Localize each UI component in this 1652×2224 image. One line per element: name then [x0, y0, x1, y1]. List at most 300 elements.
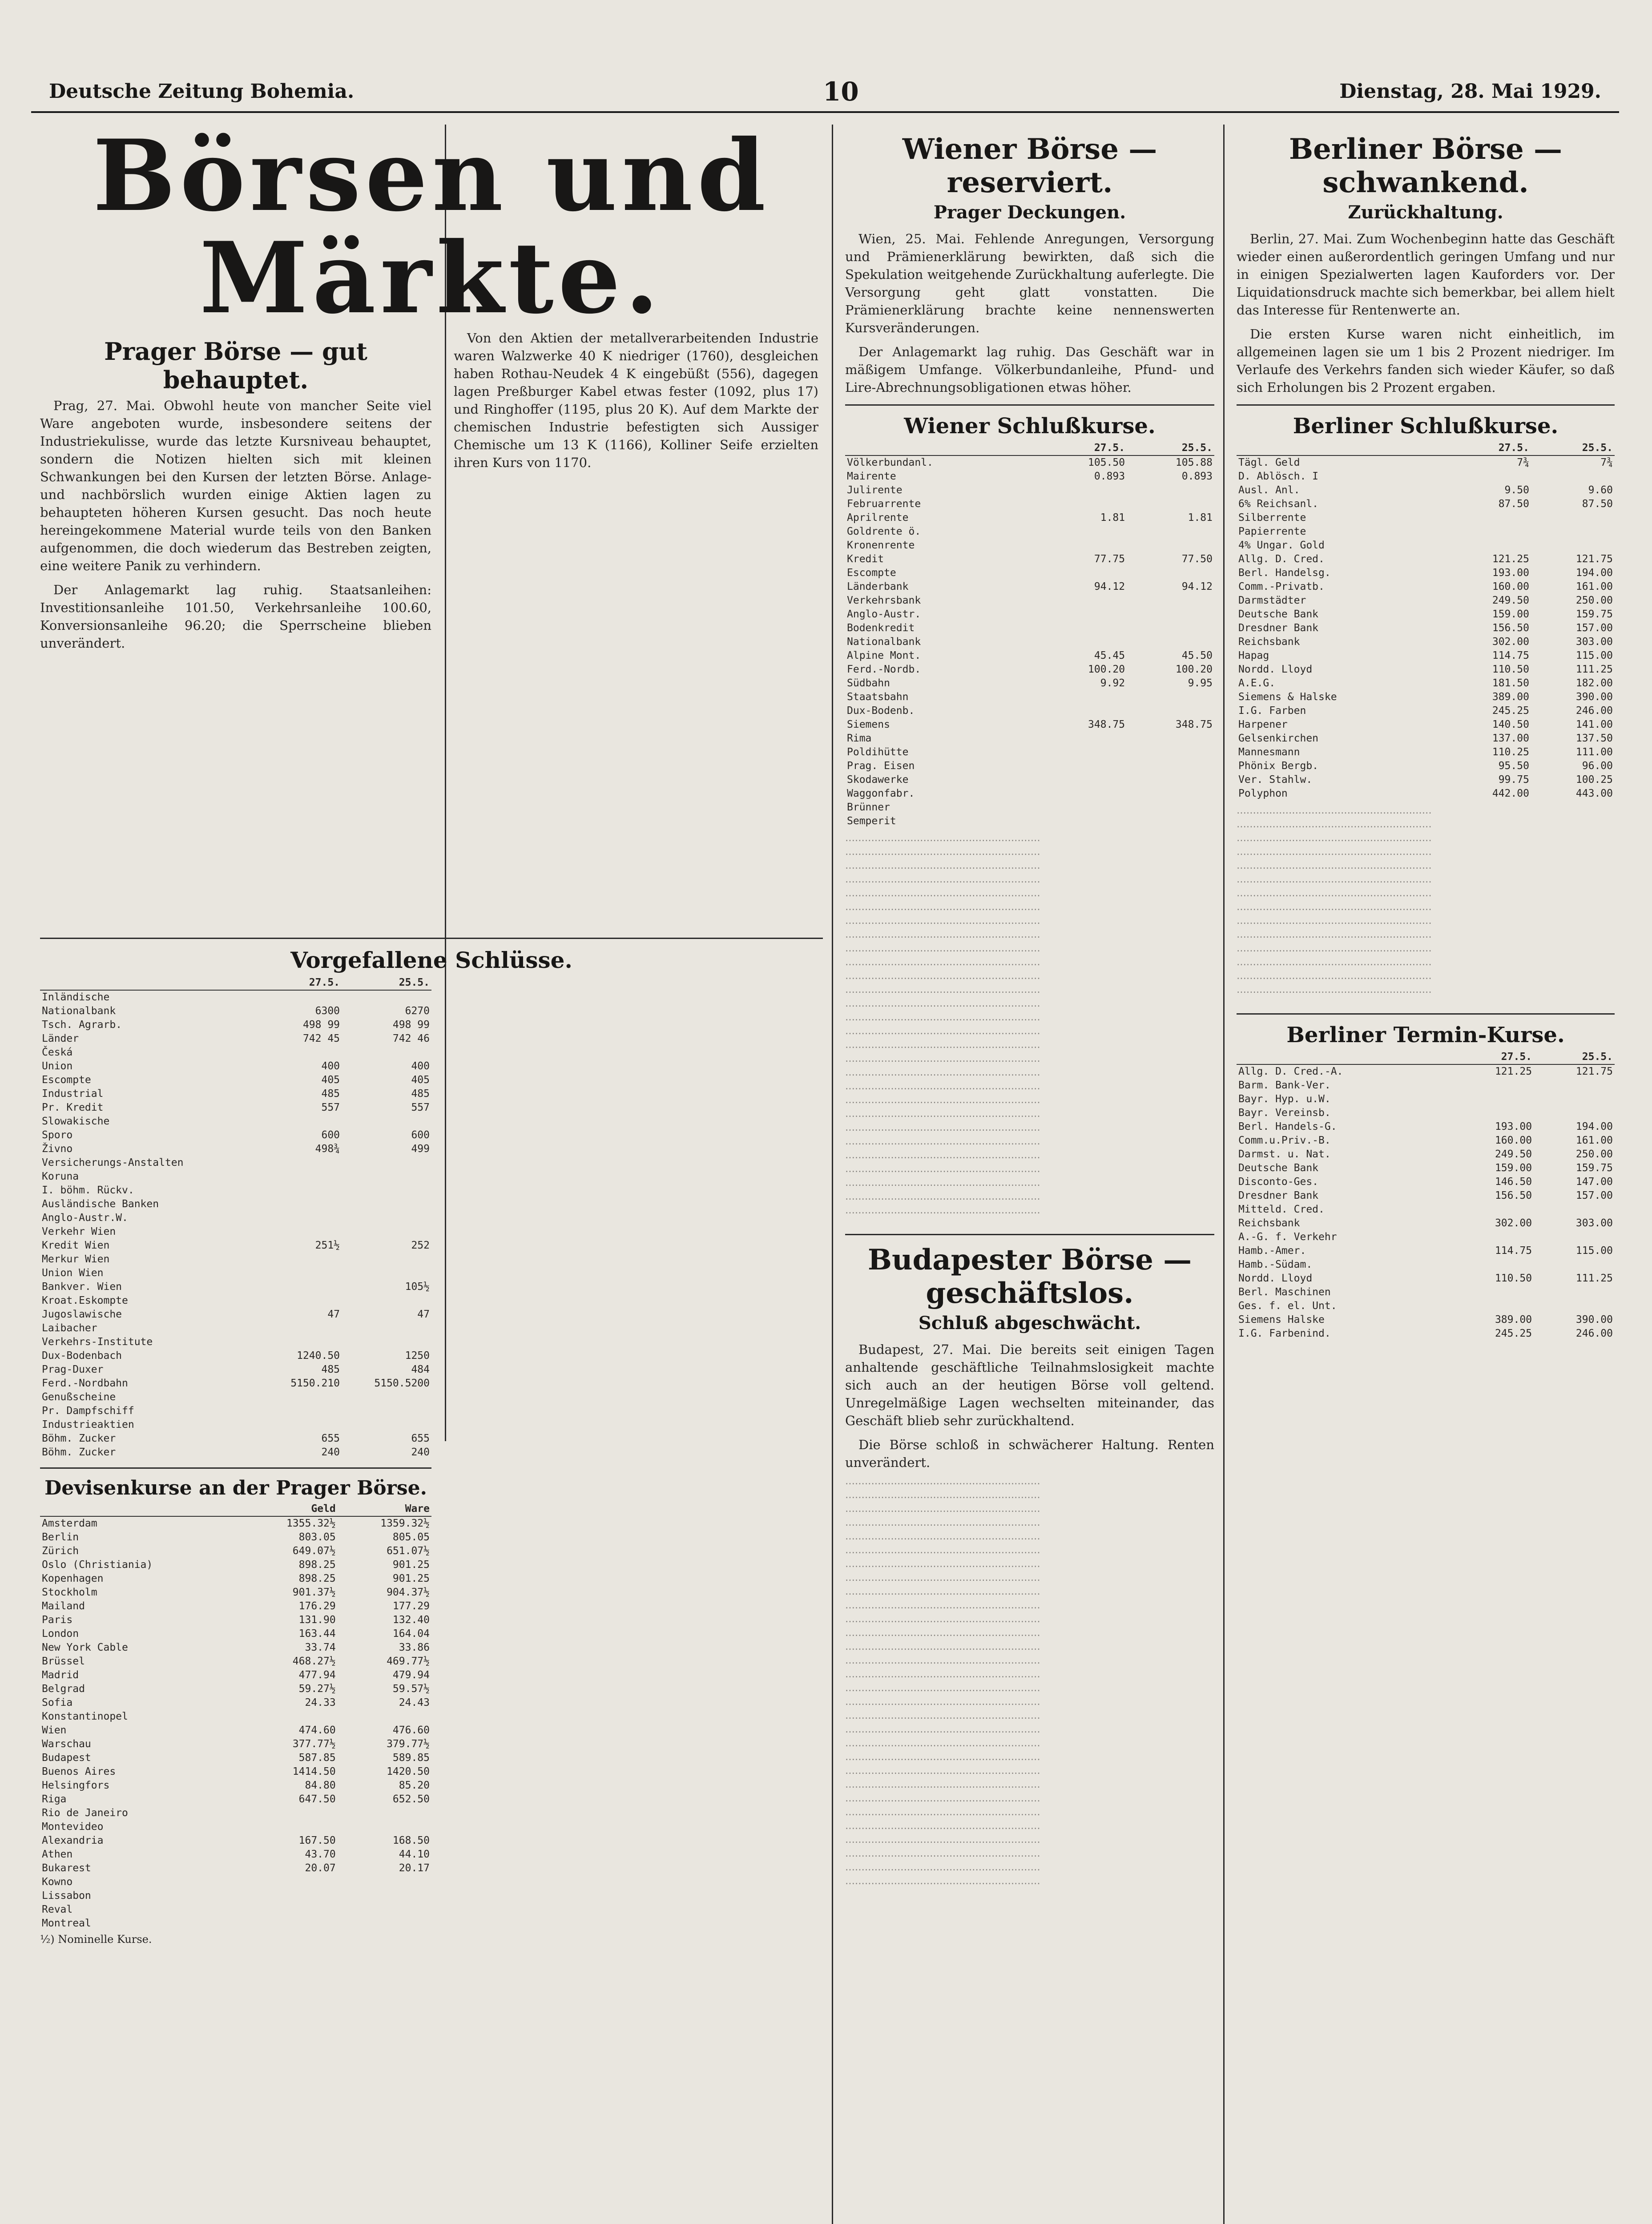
- illegible-line: ‧‧‧‧‧‧‧‧‧‧‧‧‧‧‧‧‧‧‧‧‧‧‧‧‧‧‧‧‧‧‧‧‧‧‧‧‧‧‧‧‧‧‧‧‧‧‧‧‧‧‧‧‧‧‧‧‧‧‧‧: [1237, 822, 1432, 833]
- quote-value: [244, 1820, 338, 1834]
- term-row: [1237, 1175, 1615, 1189]
- quote-value: [244, 1806, 338, 1820]
- quote-value: 469.77½: [387, 1656, 430, 1667]
- quote-value: [244, 1875, 338, 1889]
- security-name: Industrial: [42, 1088, 104, 1100]
- vienna-row: [845, 801, 1214, 814]
- illegible-line: ‧‧‧‧‧‧‧‧‧‧‧‧‧‧‧‧‧‧‧‧‧‧‧‧‧‧‧‧‧‧‧‧‧‧‧‧‧‧‧‧‧‧‧‧‧‧‧‧‧‧‧‧‧‧‧‧‧‧‧‧: [845, 1851, 1040, 1862]
- quote-value: 377.77½: [292, 1738, 336, 1750]
- column-header: Geld: [244, 1502, 338, 1516]
- quote-value: 95.50: [1498, 760, 1529, 772]
- security-name: Deutsche Bank: [1238, 608, 1319, 620]
- quote-value: [338, 1710, 431, 1724]
- security-name: Hamb.-Südam.: [1238, 1259, 1313, 1270]
- security-name: Februarrente: [847, 498, 921, 510]
- vienna-paragraph: Wien, 25. Mai. Fehlende Anregungen, Versorgung und Prämienerklärung bewirkten, daß sich die Spekulation weitgehende Zurückhaltung auferlegte. Die Versorgung geht glatt vonstatten. Die Prämienerklärung brachte keine nennenswerten Kursveränderungen.: [845, 231, 1214, 335]
- illegible-line: ‧‧‧‧‧‧‧‧‧‧‧‧‧‧‧‧‧‧‧‧‧‧‧‧‧‧‧‧‧‧‧‧‧‧‧‧‧‧‧‧‧‧‧‧‧‧‧‧‧‧‧‧‧‧‧‧‧‧‧‧: [845, 904, 1040, 916]
- vienna-closing-table: [845, 441, 1214, 828]
- quote-value: [261, 1170, 342, 1184]
- illegible-line: ‧‧‧‧‧‧‧‧‧‧‧‧‧‧‧‧‧‧‧‧‧‧‧‧‧‧‧‧‧‧‧‧‧‧‧‧‧‧‧‧‧‧‧‧‧‧‧‧‧‧‧‧‧‧‧‧‧‧‧‧: [845, 1782, 1040, 1793]
- security-name: Konstantinopel: [42, 1711, 128, 1722]
- quote-value: 114.75: [1495, 1245, 1532, 1257]
- security-name: Nationalbank: [42, 1005, 116, 1017]
- quote-value: 1250: [405, 1350, 430, 1362]
- concluded-row: [40, 1239, 431, 1253]
- security-name: Böhm. Zucker: [42, 1433, 116, 1444]
- concluded-row: [40, 1432, 431, 1446]
- quote-value: 77.50: [1181, 553, 1213, 565]
- column-header: Ware: [338, 1502, 431, 1516]
- currency-row: [40, 1806, 431, 1820]
- quote-value: 400: [411, 1060, 430, 1072]
- concluded-row: [40, 1390, 431, 1404]
- berlin-closing-title: Berliner Schlußkurse.: [1293, 414, 1559, 439]
- quote-value: [1127, 483, 1214, 497]
- currency-row: [40, 1779, 431, 1793]
- security-name: Slowakische: [42, 1116, 110, 1127]
- berlin-row: [1237, 483, 1615, 497]
- vienna-row: [845, 787, 1214, 801]
- illegible-line: ‧‧‧‧‧‧‧‧‧‧‧‧‧‧‧‧‧‧‧‧‧‧‧‧‧‧‧‧‧‧‧‧‧‧‧‧‧‧‧‧‧‧‧‧‧‧‧‧‧‧‧‧‧‧‧‧‧‧‧‧: [1237, 808, 1432, 819]
- illegible-line: ‧‧‧‧‧‧‧‧‧‧‧‧‧‧‧‧‧‧‧‧‧‧‧‧‧‧‧‧‧‧‧‧‧‧‧‧‧‧‧‧‧‧‧‧‧‧‧‧‧‧‧‧‧‧‧‧‧‧‧‧: [845, 1001, 1040, 1012]
- concluded-row: [40, 1253, 431, 1266]
- term-row: [1237, 1313, 1615, 1327]
- berlin-row: [1237, 594, 1615, 608]
- security-name: Barm. Bank-Ver.: [1238, 1080, 1331, 1091]
- quote-value: [261, 1266, 342, 1280]
- quote-value: 389.00: [1495, 1314, 1532, 1326]
- quote-value: 498 99: [392, 1019, 430, 1031]
- quote-value: 24.43: [399, 1697, 430, 1708]
- security-name: Mailand: [42, 1600, 85, 1612]
- quote-value: 649.07½: [292, 1545, 336, 1557]
- quote-value: [244, 1889, 338, 1903]
- quote-value: 348.75: [1175, 719, 1213, 730]
- quote-value: [1127, 787, 1214, 801]
- budapest-report: [845, 1341, 1214, 1471]
- vienna-title: Wiener Börse — reserviert.: [902, 133, 1157, 199]
- quote-value: 87.50: [1498, 498, 1529, 510]
- security-name: D. Ablösch. I: [1238, 471, 1319, 482]
- illegible-line: ‧‧‧‧‧‧‧‧‧‧‧‧‧‧‧‧‧‧‧‧‧‧‧‧‧‧‧‧‧‧‧‧‧‧‧‧‧‧‧‧‧‧‧‧‧‧‧‧‧‧‧‧‧‧‧‧‧‧‧‧: [845, 1768, 1040, 1780]
- quote-value: [338, 1903, 431, 1917]
- quote-value: [342, 1156, 431, 1170]
- quote-value: [1127, 732, 1214, 745]
- quote-value: [1531, 525, 1615, 539]
- quote-value: [1039, 635, 1127, 649]
- security-name: Verkehr Wien: [42, 1226, 116, 1237]
- quote-value: 476.60: [392, 1724, 430, 1736]
- security-name: Kroat.Eskompte: [42, 1295, 128, 1306]
- quote-value: 87.50: [1582, 498, 1613, 510]
- quote-value: [1127, 525, 1214, 539]
- berlin-row: [1237, 580, 1615, 594]
- section-masthead: Börsen und Märkte.: [93, 118, 770, 335]
- currency-row: [40, 1531, 431, 1544]
- column-rule: [832, 125, 833, 2224]
- currency-row: [40, 1600, 431, 1613]
- quote-value: 348.75: [1088, 719, 1125, 730]
- column-header: [845, 441, 1039, 455]
- security-name: Reichsbank: [1238, 1217, 1300, 1229]
- security-name: Versicherungs-Anstalten: [42, 1157, 184, 1168]
- quote-value: 400: [321, 1060, 340, 1072]
- security-name: Sofia: [42, 1697, 73, 1708]
- quote-value: 468.27½: [292, 1656, 336, 1667]
- quote-value: 1414.50: [292, 1766, 336, 1777]
- berlin-row: [1237, 470, 1615, 483]
- security-name: Länderbank: [847, 581, 909, 592]
- column-header: 25.5.: [1534, 1050, 1615, 1064]
- quote-value: [1127, 497, 1214, 511]
- concluded-row: [40, 1018, 431, 1032]
- concluded-title: Vorgefallene Schlüsse.: [290, 947, 572, 973]
- concluded-row: [40, 1170, 431, 1184]
- quote-value: 498 99: [302, 1019, 340, 1031]
- quote-value: 110.25: [1492, 746, 1529, 758]
- vienna-row: [845, 745, 1214, 759]
- quote-value: [261, 1253, 342, 1266]
- quote-value: 176.29: [298, 1600, 336, 1612]
- illegible-line: ‧‧‧‧‧‧‧‧‧‧‧‧‧‧‧‧‧‧‧‧‧‧‧‧‧‧‧‧‧‧‧‧‧‧‧‧‧‧‧‧‧‧‧‧‧‧‧‧‧‧‧‧‧‧‧‧‧‧‧‧: [845, 1097, 1040, 1109]
- illegible-line: ‧‧‧‧‧‧‧‧‧‧‧‧‧‧‧‧‧‧‧‧‧‧‧‧‧‧‧‧‧‧‧‧‧‧‧‧‧‧‧‧‧‧‧‧‧‧‧‧‧‧‧‧‧‧‧‧‧‧‧‧: [845, 1699, 1040, 1711]
- quote-value: [1127, 539, 1214, 552]
- berlin-row: [1237, 455, 1615, 470]
- quote-value: 499: [411, 1143, 430, 1155]
- security-name: Bankver. Wien: [42, 1281, 122, 1293]
- quote-value: [342, 1404, 431, 1418]
- currency-row: [40, 1875, 431, 1889]
- column-header: [40, 1502, 244, 1516]
- vienna-row: [845, 594, 1214, 608]
- security-name: Phönix Bergb.: [1238, 760, 1319, 772]
- quote-value: [261, 1418, 342, 1432]
- quote-value: 121.25: [1492, 553, 1529, 565]
- newspaper-name: Deutsche Zeitung Bohemia.: [49, 80, 355, 103]
- vienna-row: [845, 483, 1214, 497]
- illegible-line: ‧‧‧‧‧‧‧‧‧‧‧‧‧‧‧‧‧‧‧‧‧‧‧‧‧‧‧‧‧‧‧‧‧‧‧‧‧‧‧‧‧‧‧‧‧‧‧‧‧‧‧‧‧‧‧‧‧‧‧‧: [845, 1561, 1040, 1573]
- berlin-paragraph: Die ersten Kurse waren nicht einheitlich, im allgemeinen lagen sie um 1 bis 2 Prozent niedriger. Im Verlaufe des Verkehrs fanden sich wieder Käufer, so daß sich Erholungen bis 2 Prozent ergaben.: [1237, 326, 1615, 395]
- berlin-term-table: [1237, 1050, 1615, 1341]
- vienna-row: [845, 621, 1214, 635]
- quote-value: [1127, 594, 1214, 608]
- term-row: [1237, 1092, 1615, 1106]
- prague-paragraph: Von den Aktien der metallverarbeitenden Industrie waren Walzwerke 40 K niedriger (1760), desgleichen haben Rothau-Neudek 4 K eingebüßt (556), dagegen lagen Preßburger Kabel etwas fester (1092, plus 17) und Ringhoffer (1195, plus 20 K). Auf dem Markte der chemischen Industrie befestigten sich Aussiger Chemische um 13 K (1166), Kolliner Seife erzielten ihren Kurs von 1170.: [454, 330, 818, 470]
- quote-value: [338, 1875, 431, 1889]
- security-name: Rio de Janeiro: [42, 1807, 128, 1819]
- security-name: Comm.u.Priv.-B.: [1238, 1135, 1331, 1146]
- quote-value: [261, 1046, 342, 1060]
- concluded-row: [40, 1156, 431, 1170]
- quote-value: 100.25: [1575, 774, 1613, 786]
- quote-value: 0.893: [1181, 471, 1213, 482]
- quote-value: [261, 1156, 342, 1170]
- concluded-row: [40, 1446, 431, 1459]
- quote-value: [342, 1390, 431, 1404]
- quote-value: 405: [411, 1074, 430, 1086]
- illegible-line: ‧‧‧‧‧‧‧‧‧‧‧‧‧‧‧‧‧‧‧‧‧‧‧‧‧‧‧‧‧‧‧‧‧‧‧‧‧‧‧‧‧‧‧‧‧‧‧‧‧‧‧‧‧‧‧‧‧‧‧‧: [845, 877, 1040, 888]
- quote-value: 6270: [405, 1005, 430, 1017]
- quote-value: [261, 1390, 342, 1404]
- quote-value: 99.75: [1498, 774, 1529, 786]
- quote-value: 94.12: [1094, 581, 1125, 592]
- quote-value: [1039, 525, 1127, 539]
- quote-value: 240: [411, 1446, 430, 1458]
- vienna-subtitle: Prager Deckungen.: [933, 202, 1126, 223]
- security-name: Siemens: [847, 719, 890, 730]
- illegible-line: ‧‧‧‧‧‧‧‧‧‧‧‧‧‧‧‧‧‧‧‧‧‧‧‧‧‧‧‧‧‧‧‧‧‧‧‧‧‧‧‧‧‧‧‧‧‧‧‧‧‧‧‧‧‧‧‧‧‧‧‧: [845, 959, 1040, 971]
- quote-value: 24.33: [305, 1697, 336, 1708]
- quote-value: [1531, 511, 1615, 525]
- security-name: Darmst. u. Nat.: [1238, 1148, 1331, 1160]
- security-name: Ausländische Banken: [42, 1198, 159, 1210]
- quote-value: 1.81: [1188, 512, 1213, 524]
- column-header: 27.5.: [1039, 441, 1127, 455]
- quote-value: [244, 1710, 338, 1724]
- security-name: Pr. Dampfschiff: [42, 1405, 134, 1417]
- quote-value: [1453, 1079, 1534, 1092]
- security-name: Kronenrente: [847, 540, 915, 551]
- illegible-line: ‧‧‧‧‧‧‧‧‧‧‧‧‧‧‧‧‧‧‧‧‧‧‧‧‧‧‧‧‧‧‧‧‧‧‧‧‧‧‧‧‧‧‧‧‧‧‧‧‧‧‧‧‧‧‧‧‧‧‧‧: [845, 890, 1040, 902]
- quote-value: [1453, 1285, 1534, 1299]
- security-name: Helsingfors: [42, 1780, 110, 1791]
- security-name: Alpine Mont.: [847, 650, 921, 661]
- currency-row: [40, 1668, 431, 1682]
- illegible-line: ‧‧‧‧‧‧‧‧‧‧‧‧‧‧‧‧‧‧‧‧‧‧‧‧‧‧‧‧‧‧‧‧‧‧‧‧‧‧‧‧‧‧‧‧‧‧‧‧‧‧‧‧‧‧‧‧‧‧‧‧: [1237, 863, 1432, 874]
- quote-value: 137.00: [1492, 733, 1529, 744]
- quote-value: 303.00: [1575, 1217, 1613, 1229]
- vienna-row: [845, 690, 1214, 704]
- quote-value: [342, 1115, 431, 1128]
- newspaper-page: [31, 53, 1619, 2224]
- currency-row: [40, 1544, 431, 1558]
- berlin-row: [1237, 732, 1615, 745]
- quote-value: 1.81: [1100, 512, 1125, 524]
- concluded-row: [40, 1032, 431, 1046]
- issue-date: Dienstag, 28. Mai 1929.: [1339, 80, 1601, 103]
- vienna-closing-title: Wiener Schlußkurse.: [904, 414, 1156, 439]
- security-name: Allg. D. Cred.-A.: [1238, 1066, 1343, 1077]
- quote-value: 250.00: [1575, 1148, 1613, 1160]
- currency-row: [40, 1572, 431, 1586]
- quote-value: [261, 1280, 342, 1294]
- security-name: Rima: [847, 733, 872, 744]
- term-row: [1237, 1134, 1615, 1148]
- illegible-line: ‧‧‧‧‧‧‧‧‧‧‧‧‧‧‧‧‧‧‧‧‧‧‧‧‧‧‧‧‧‧‧‧‧‧‧‧‧‧‧‧‧‧‧‧‧‧‧‧‧‧‧‧‧‧‧‧‧‧‧‧: [845, 1056, 1040, 1068]
- security-name: Prag-Duxer: [42, 1364, 104, 1375]
- column-header: 27.5.: [1447, 441, 1531, 455]
- security-name: Hamb.-Amer.: [1238, 1245, 1306, 1257]
- illegible-line: ‧‧‧‧‧‧‧‧‧‧‧‧‧‧‧‧‧‧‧‧‧‧‧‧‧‧‧‧‧‧‧‧‧‧‧‧‧‧‧‧‧‧‧‧‧‧‧‧‧‧‧‧‧‧‧‧‧‧‧‧: [845, 932, 1040, 943]
- security-name: Siemens Halske: [1238, 1314, 1325, 1326]
- quote-value: [338, 1889, 431, 1903]
- concluded-row: [40, 1418, 431, 1432]
- security-name: Tägl. Geld: [1238, 457, 1300, 468]
- quote-value: [338, 1820, 431, 1834]
- security-name: Ver. Stahlw.: [1238, 774, 1313, 786]
- concluded-row: [40, 990, 431, 1004]
- quote-value: 5150.210: [290, 1378, 340, 1389]
- term-row: [1237, 1161, 1615, 1175]
- quote-value: 115.00: [1575, 1245, 1613, 1257]
- quote-value: 250.00: [1575, 595, 1613, 606]
- vienna-row: [845, 732, 1214, 745]
- illegible-line: ‧‧‧‧‧‧‧‧‧‧‧‧‧‧‧‧‧‧‧‧‧‧‧‧‧‧‧‧‧‧‧‧‧‧‧‧‧‧‧‧‧‧‧‧‧‧‧‧‧‧‧‧‧‧‧‧‧‧‧‧: [1237, 918, 1432, 930]
- security-name: Reichsbank: [1238, 636, 1300, 648]
- budapest-title: Budapester Börse — geschäftslos.: [867, 1243, 1192, 1310]
- berlin-row: [1237, 773, 1615, 787]
- quote-value: [1039, 773, 1127, 787]
- quote-value: [342, 1170, 431, 1184]
- quote-value: 182.00: [1575, 677, 1613, 689]
- quote-value: 111.25: [1575, 664, 1613, 675]
- quote-value: [1531, 470, 1615, 483]
- vienna-row: [845, 455, 1214, 470]
- concluded-row: [40, 1335, 431, 1349]
- quote-value: [338, 1917, 431, 1930]
- security-name: Hapag: [1238, 650, 1269, 661]
- quote-value: [338, 1806, 431, 1820]
- quote-value: 111.00: [1575, 746, 1613, 758]
- vienna-row: [845, 539, 1214, 552]
- illegible-line: ‧‧‧‧‧‧‧‧‧‧‧‧‧‧‧‧‧‧‧‧‧‧‧‧‧‧‧‧‧‧‧‧‧‧‧‧‧‧‧‧‧‧‧‧‧‧‧‧‧‧‧‧‧‧‧‧‧‧‧‧: [845, 1070, 1040, 1081]
- security-name: Allg. D. Cred.: [1238, 553, 1325, 565]
- concluded-row: [40, 1377, 431, 1390]
- vienna-row: [845, 704, 1214, 718]
- quote-value: [1447, 525, 1531, 539]
- security-name: Jugoslawische: [42, 1309, 122, 1320]
- quote-value: [342, 1211, 431, 1225]
- currency-row: [40, 1627, 431, 1641]
- security-name: Ges. f. el. Unt.: [1238, 1300, 1337, 1312]
- security-name: Wien: [42, 1724, 67, 1736]
- quote-value: 45.45: [1094, 650, 1125, 661]
- term-row: [1237, 1106, 1615, 1120]
- quote-value: 105½: [405, 1281, 430, 1293]
- currency-row: [40, 1613, 431, 1627]
- quote-value: 33.74: [305, 1642, 336, 1653]
- quote-value: 110.50: [1492, 664, 1529, 675]
- illegible-line: ‧‧‧‧‧‧‧‧‧‧‧‧‧‧‧‧‧‧‧‧‧‧‧‧‧‧‧‧‧‧‧‧‧‧‧‧‧‧‧‧‧‧‧‧‧‧‧‧‧‧‧‧‧‧‧‧‧‧‧‧: [845, 1180, 1040, 1192]
- berlin-row: [1237, 718, 1615, 732]
- concluded-row: [40, 1266, 431, 1280]
- security-name: Athen: [42, 1849, 73, 1860]
- quote-value: [1127, 566, 1214, 580]
- berlin-title: Berliner Börse — schwankend.: [1289, 133, 1562, 199]
- quote-value: [342, 1046, 431, 1060]
- quote-value: [1534, 1106, 1615, 1120]
- berlin-row: [1237, 608, 1615, 621]
- quote-value: 156.50: [1492, 622, 1529, 634]
- security-name: Madrid: [42, 1669, 79, 1681]
- term-row: [1237, 1079, 1615, 1092]
- quote-value: [1127, 814, 1214, 828]
- quote-value: 193.00: [1495, 1121, 1532, 1132]
- quote-value: [1534, 1285, 1615, 1299]
- quote-value: 6300: [315, 1005, 340, 1017]
- illegible-quotations: [845, 834, 1214, 1221]
- berlin-row: [1237, 745, 1615, 759]
- quote-value: [1039, 801, 1127, 814]
- quote-value: [1039, 704, 1127, 718]
- quote-value: 59.57½: [392, 1683, 430, 1695]
- security-name: Union Wien: [42, 1267, 104, 1279]
- quote-value: 20.07: [305, 1862, 336, 1874]
- security-name: Živno: [42, 1143, 73, 1155]
- concluded-row: [40, 1046, 431, 1060]
- quote-value: 47: [417, 1309, 430, 1320]
- quote-value: [1534, 1258, 1615, 1272]
- vienna-row: [845, 677, 1214, 690]
- quote-value: [261, 1294, 342, 1308]
- quote-value: [1039, 814, 1127, 828]
- quote-value: 5150.5200: [374, 1378, 430, 1389]
- quote-value: 389.00: [1492, 691, 1529, 703]
- security-name: Julirente: [847, 484, 903, 496]
- currency-row: [40, 1903, 431, 1917]
- quote-value: 803.05: [298, 1531, 336, 1543]
- security-name: Lissabon: [42, 1890, 91, 1902]
- quote-value: [1531, 539, 1615, 552]
- security-name: Bayr. Vereinsb.: [1238, 1107, 1331, 1119]
- vienna-paragraph: Der Anlagemarkt lag ruhig. Das Geschäft war in mäßigem Umfange. Völkerbundanleihe, Pfund- und Lire-Abrechnungsobligationen etwas höher.: [845, 344, 1214, 395]
- quote-value: [1453, 1203, 1534, 1217]
- illegible-line: ‧‧‧‧‧‧‧‧‧‧‧‧‧‧‧‧‧‧‧‧‧‧‧‧‧‧‧‧‧‧‧‧‧‧‧‧‧‧‧‧‧‧‧‧‧‧‧‧‧‧‧‧‧‧‧‧‧‧‧‧: [845, 1152, 1040, 1164]
- security-name: Merkur Wien: [42, 1253, 110, 1265]
- security-name: Verkehrs-Institute: [42, 1336, 153, 1348]
- quote-value: 302.00: [1495, 1217, 1532, 1229]
- security-name: New York Cable: [42, 1642, 128, 1653]
- column-header: [40, 976, 261, 990]
- quote-value: 164.04: [392, 1628, 430, 1640]
- quote-value: 477.94: [298, 1669, 336, 1681]
- currency-row: [40, 1710, 431, 1724]
- quote-value: 1240.50: [297, 1350, 340, 1362]
- vienna-row: [845, 608, 1214, 621]
- security-name: Mitteld. Cred.: [1238, 1204, 1325, 1215]
- security-name: Reval: [42, 1904, 73, 1915]
- quote-value: 245.25: [1492, 705, 1529, 717]
- quote-value: [261, 1225, 342, 1239]
- vienna-row: [845, 566, 1214, 580]
- quote-value: 160.00: [1495, 1135, 1532, 1146]
- currency-row: [40, 1848, 431, 1861]
- illegible-line: ‧‧‧‧‧‧‧‧‧‧‧‧‧‧‧‧‧‧‧‧‧‧‧‧‧‧‧‧‧‧‧‧‧‧‧‧‧‧‧‧‧‧‧‧‧‧‧‧‧‧‧‧‧‧‧‧‧‧‧‧: [845, 1603, 1040, 1614]
- berlin-row: [1237, 621, 1615, 635]
- currency-row: [40, 1917, 431, 1930]
- illegible-line: ‧‧‧‧‧‧‧‧‧‧‧‧‧‧‧‧‧‧‧‧‧‧‧‧‧‧‧‧‧‧‧‧‧‧‧‧‧‧‧‧‧‧‧‧‧‧‧‧‧‧‧‧‧‧‧‧‧‧‧‧: [845, 1139, 1040, 1150]
- currency-row: [40, 1737, 431, 1751]
- vienna-row: [845, 773, 1214, 787]
- quote-value: 59.27½: [298, 1683, 336, 1695]
- illegible-line: ‧‧‧‧‧‧‧‧‧‧‧‧‧‧‧‧‧‧‧‧‧‧‧‧‧‧‧‧‧‧‧‧‧‧‧‧‧‧‧‧‧‧‧‧‧‧‧‧‧‧‧‧‧‧‧‧‧‧‧‧: [845, 1520, 1040, 1531]
- quote-value: 1359.32½: [380, 1518, 430, 1529]
- quote-value: [1039, 539, 1127, 552]
- quote-value: 100.20: [1175, 664, 1213, 675]
- security-name: 4% Ungar. Gold: [1238, 540, 1325, 551]
- term-row: [1237, 1258, 1615, 1272]
- berlin-row: [1237, 649, 1615, 663]
- security-name: Kopenhagen: [42, 1573, 104, 1584]
- quote-value: 484: [411, 1364, 430, 1375]
- prague-column: [40, 118, 823, 1948]
- quote-value: 7¾: [1517, 457, 1529, 468]
- security-name: Prag. Eisen: [847, 760, 915, 772]
- vienna-row: [845, 580, 1214, 594]
- quote-value: [1447, 539, 1531, 552]
- quote-value: [1534, 1092, 1615, 1106]
- quote-value: 589.85: [392, 1752, 430, 1764]
